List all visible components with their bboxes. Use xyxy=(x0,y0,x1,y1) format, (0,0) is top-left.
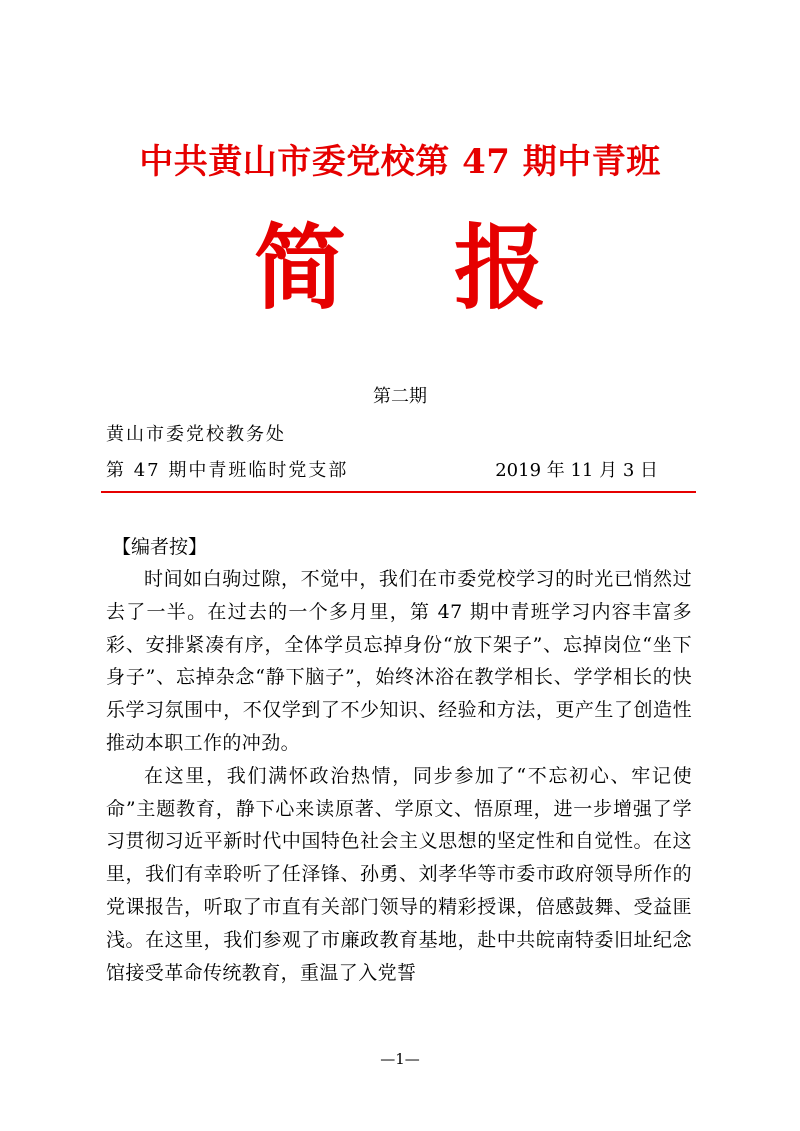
issuer-line xyxy=(106,420,696,446)
paragraph-1: 时间如白驹过隙，不觉中，我们在市委党校学习的时光已悄然过去了一半。在过去的一个多月里，第 47 期中青班学习内容丰富多彩、安排紧凑有序，全体学员忘掉身份“放下架子”、忘掉岗位“坐下身子”、忘掉杂念“静下脑子”，始终沐浴在教学相长、学学相长的快乐学习氛围中，不仅学到了不少知识、经验和方法，更产生了创造性推动本职工作的冲劲。 xyxy=(106,568,692,754)
issue-number: 第二期 xyxy=(373,386,427,407)
editor-note-heading: 【编者按】 xyxy=(112,536,208,558)
page-number: —1— xyxy=(380,1050,420,1068)
masthead-title: 中共黄山市委党校第 47 期中青班 xyxy=(139,142,661,182)
red-divider xyxy=(101,491,696,493)
bulletin-title-char-1: 简 xyxy=(253,214,346,322)
branch-date-line xyxy=(106,456,696,482)
paragraph-2: 在这里，我们满怀政治热情，同步参加了“不忘初心、牢记使命”主题教育，静下心来读原著、学原文、悟原理，进一步增强了学习贯彻习近平新时代中国特色社会主义思想的坚定性和自觉性。在这里，我们有幸聆听了任泽锋、孙勇、刘孝华等市委市政府领导所作的党课报告，听取了市直有关部门领导的精彩授课，倍感鼓舞、受益匪浅。在这里，我们参观了市廉政教育基地，赴中共皖南特委旧址纪念馆接受革命传统教育，重温了入党誓 xyxy=(106,764,692,984)
bulletin-title xyxy=(0,214,800,322)
issue-date: 2019 年 11 月 3 日 xyxy=(495,460,658,481)
issuer: 黄山市委党校教务处 xyxy=(106,424,286,445)
bulletin-title-char-2: 报 xyxy=(454,214,547,322)
article-body xyxy=(106,563,692,989)
party-branch: 第 47 期中青班临时党支部 xyxy=(106,460,349,481)
